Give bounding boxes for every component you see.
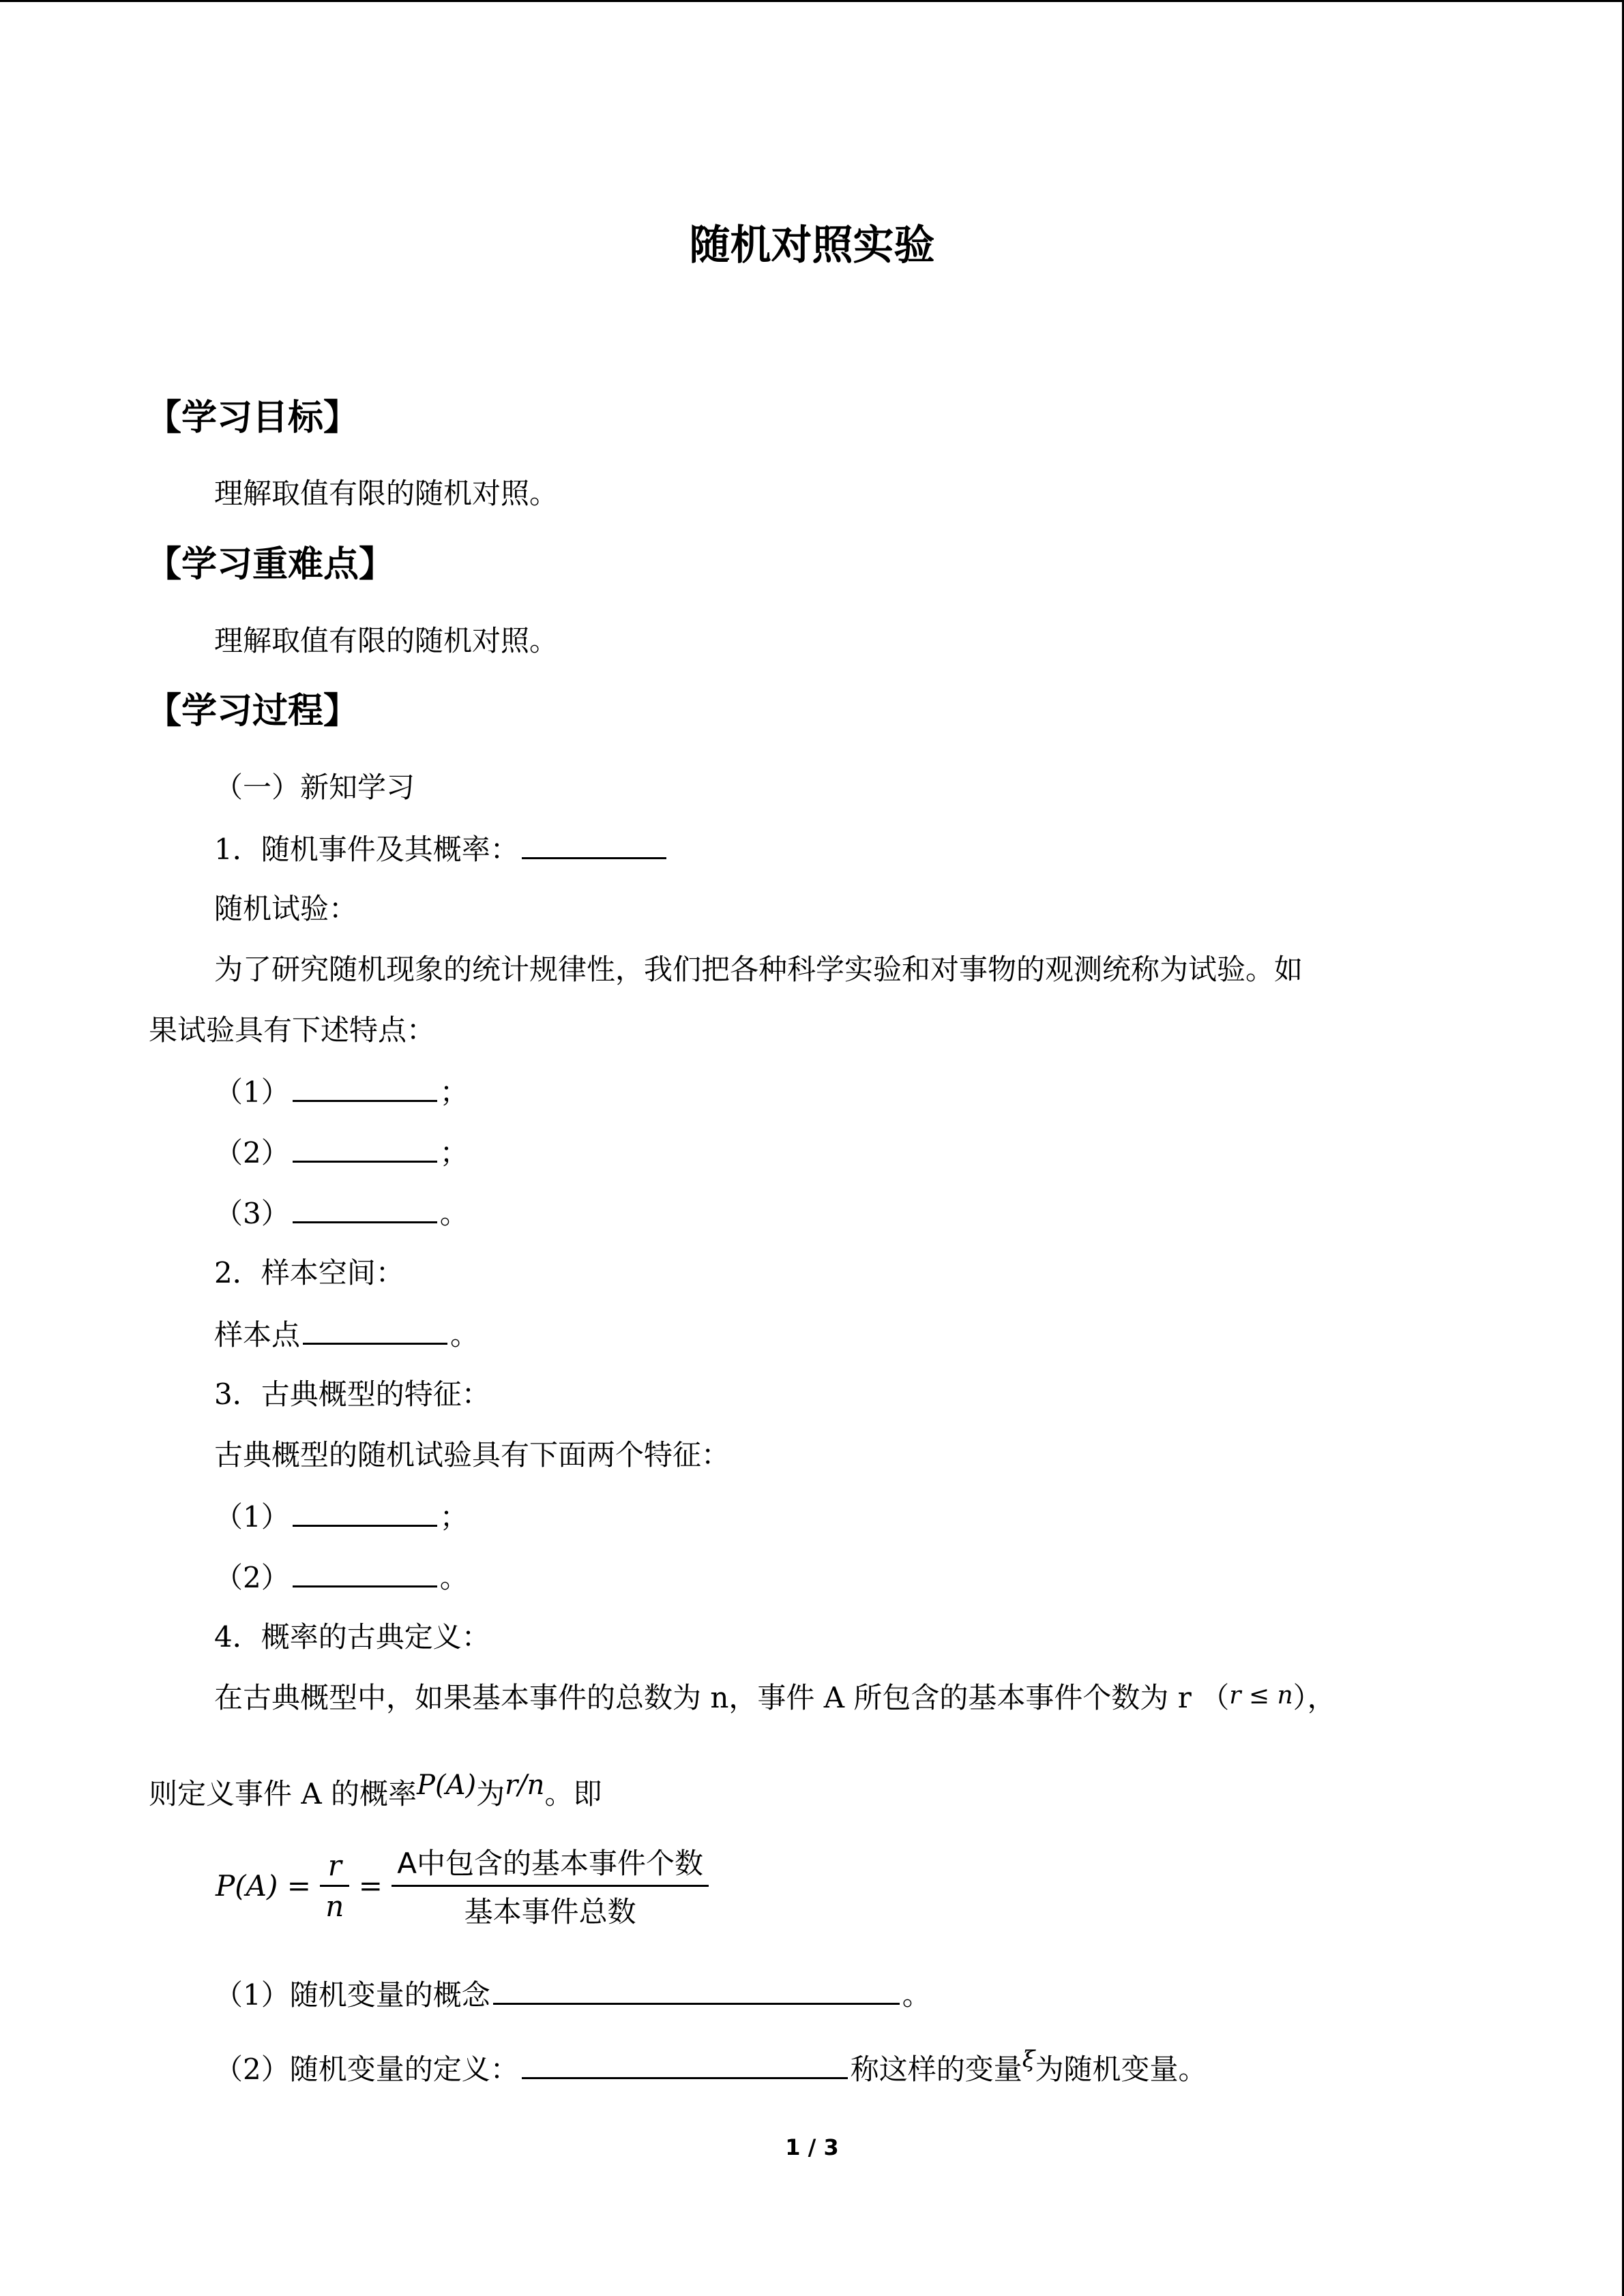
answer-blank[interactable] <box>293 1194 437 1223</box>
document-title: 随机对照实验 <box>689 222 935 269</box>
math-xi: ξ <box>1022 2046 1035 2073</box>
answer-blank[interactable] <box>522 2050 848 2079</box>
math-r-le-n: r ≤ n <box>1229 1682 1293 1710</box>
heading-process: 【学习过程】 <box>146 691 359 732</box>
item-classical-definition: 4．概率的古典定义： <box>214 1620 490 1654</box>
page-top-border <box>0 0 1624 2</box>
paragraph-line: 果试验具有下述特点： <box>149 1013 436 1047</box>
math-r-over-n: r/n <box>505 1770 545 1801</box>
sample-point-line: 样本点 。 <box>214 1315 479 1354</box>
math-p-of-a: P(A) <box>417 1770 477 1801</box>
definition-line: 在古典概型中，如果基本事件的总数为 n，事件 A 所包含的基本事件个数为 r （r ≤ n）， <box>214 1681 1336 1714</box>
key-points-text: 理解取值有限的随机对照。 <box>214 624 559 657</box>
probability-formula <box>216 1841 709 1930</box>
answer-blank[interactable] <box>293 1558 437 1587</box>
item-sample-space: 2．样本空间： <box>214 1256 404 1289</box>
random-variable-definition: （2）随机变量的定义： 称这样的变量$^\xi$为随机变量。 <box>214 2046 1207 2086</box>
paragraph-line: 为了研究随机现象的统计规律性，我们把各种科学实验和对事物的观测统称为试验。如 <box>214 953 1303 986</box>
heading-goals: 【学习目标】 <box>146 398 359 438</box>
item-random-event: 1．随机事件及其概率： <box>214 830 669 868</box>
feature-item: （2） ； <box>214 1133 469 1172</box>
feature-item: （3） 。 <box>214 1194 469 1232</box>
fraction-r-over-n: $\frac{r}{n}$ <box>320 1849 349 1923</box>
heading-key-points: 【学习重难点】 <box>146 544 395 585</box>
answer-blank[interactable] <box>493 1976 900 2005</box>
formula-equals: = <box>358 1869 383 1903</box>
item-classical-model: 3．古典概型的特征： <box>214 1377 490 1411</box>
definition-line: 则定义事件 A 的概率P(A)为r/n。即 <box>149 1770 602 1810</box>
answer-blank[interactable] <box>293 1497 437 1527</box>
classical-model-text: 古典概型的随机试验具有下面两个特征： <box>214 1438 730 1472</box>
answer-blank[interactable] <box>293 1073 437 1102</box>
answer-blank[interactable] <box>522 830 666 859</box>
fraction-event-counts: $\frac{\text{A中包含的基本事件个数}}{\text{基本事件总数}}$ <box>392 1841 709 1930</box>
classical-feature-item: （2） 。 <box>214 1558 469 1596</box>
feature-item: （1） ； <box>214 1073 469 1111</box>
goal-text: 理解取值有限的随机对照。 <box>214 477 559 510</box>
classical-feature-item: （1） ； <box>214 1497 469 1536</box>
answer-blank[interactable] <box>303 1315 447 1345</box>
random-variable-concept: （1）随机变量的概念 。 <box>214 1976 931 2014</box>
formula-lhs: P(A) = <box>216 1869 311 1903</box>
answer-blank[interactable] <box>293 1133 437 1163</box>
page-number: 1 / 3 <box>785 2134 839 2160</box>
subsection-new-knowledge: （一）新知学习 <box>214 771 415 804</box>
random-trial-label: 随机试验： <box>214 892 358 925</box>
